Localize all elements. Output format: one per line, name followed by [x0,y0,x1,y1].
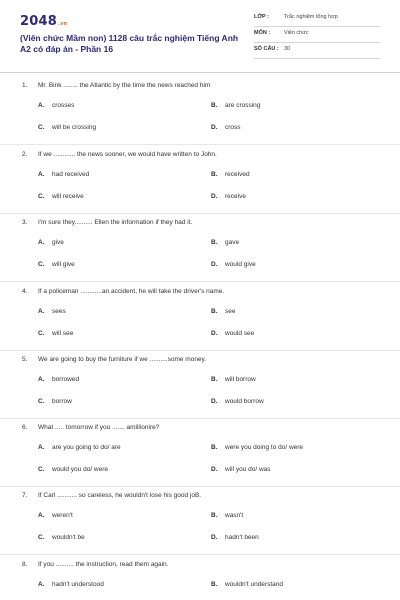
question-item [22,492,392,562]
question-text: If a policeman ............an accident, he will take the driver's name. [38,288,225,295]
question-divider [0,213,400,214]
option-b[interactable] [211,376,256,383]
question-divider [0,486,400,487]
option-b[interactable] [211,308,235,315]
option-b[interactable] [211,102,260,109]
question-number: 8. [22,561,28,568]
option-c[interactable] [38,193,84,200]
option-d[interactable] [211,261,256,268]
option-letter: A. [38,102,45,109]
option-letter: C. [38,466,45,473]
option-letter: C. [38,261,45,268]
option-text: were you doing to do/ were [225,444,304,451]
option-letter: D. [211,261,218,268]
question-item [22,219,392,289]
option-a[interactable] [38,512,73,519]
option-letter: A. [38,512,45,519]
option-text: will see [52,330,74,337]
question-item [22,424,392,494]
option-text: crosses [52,102,75,109]
document-title: (Viên chức Mầm non) 1128 câu trắc nghiệm Tiếng Anh A2 có đáp án - Phần 16 [20,33,239,54]
option-a[interactable] [38,102,74,109]
question-text: If we ............ the news sooner, we would have written to John. [38,151,217,158]
option-letter: D. [211,466,218,473]
question-text: If you .......... the instruction, read them again. [38,561,169,568]
option-letter: B. [211,102,218,109]
question-divider [0,418,400,419]
option-text: wasn't [225,512,244,519]
meta-value: 30 [284,46,291,52]
option-text: receive [225,193,246,200]
question-number: 5. [22,356,28,363]
question-text: We are going to buy the furniture if we ..........some money. [38,356,207,363]
option-c[interactable] [38,398,72,405]
option-letter: D. [211,534,218,541]
option-b[interactable] [211,581,283,588]
option-letter: D. [211,193,218,200]
meta-key: SỐ CÂU : [254,46,279,52]
option-letter: A. [38,239,45,246]
meta-key: MÔN : [254,30,271,36]
option-a[interactable] [38,308,66,315]
option-letter: D. [211,398,218,405]
option-text: hadn't been [225,534,259,541]
option-letter: C. [38,124,45,131]
option-a[interactable] [38,581,104,588]
question-item [22,151,392,221]
option-b[interactable] [211,444,303,451]
question-divider [0,554,400,555]
question-number: 4. [22,288,28,295]
option-c[interactable] [38,261,75,268]
question-item [22,561,392,597]
option-c[interactable] [38,466,108,473]
question-divider [0,350,400,351]
question-text: If Carl ........... so careless, he wouldn't lose his good joB. [38,492,202,499]
option-text: hadn't understood [52,581,104,588]
option-text: are crossing [225,102,261,109]
option-letter: C. [38,534,45,541]
question-divider [0,281,400,282]
option-letter: A. [38,581,45,588]
document-header [0,0,400,66]
option-letter: B. [211,171,218,178]
meta-count-row [254,43,380,59]
question-number: 2. [22,151,28,158]
meta-value: Viên chức [284,30,309,36]
option-letter: C. [38,330,45,337]
option-text: would you do/ were [52,466,109,473]
question-number: 7. [22,492,28,499]
option-letter: A. [38,171,45,178]
option-d[interactable] [211,466,271,473]
option-c[interactable] [38,330,73,337]
option-a[interactable] [38,239,64,246]
option-text: cross [225,124,241,131]
option-letter: B. [211,581,218,588]
option-c[interactable] [38,124,96,131]
site-logo[interactable] [20,14,67,29]
question-number: 1. [22,82,28,89]
option-a[interactable] [38,376,79,383]
option-text: weren't [52,512,73,519]
option-text: received [225,171,250,178]
meta-class-row [254,11,380,27]
question-item [22,288,392,358]
option-letter: B. [211,376,218,383]
option-d[interactable] [211,124,241,131]
option-text: will you do/ was [225,466,271,473]
option-text: give [52,239,64,246]
option-d[interactable] [211,193,246,200]
option-letter: D. [211,330,218,337]
header-divider [0,72,400,73]
option-b[interactable] [211,239,239,246]
option-b[interactable] [211,171,250,178]
option-text: had received [52,171,90,178]
option-letter: B. [211,512,218,519]
option-text: sees [52,308,66,315]
option-c[interactable] [38,534,85,541]
option-letter: C. [38,193,45,200]
option-text: borrowed [52,376,80,383]
option-a[interactable] [38,444,121,451]
option-letter: B. [211,444,218,451]
logo-suffix: .vn [57,21,68,27]
option-text: see [225,308,236,315]
question-item [22,82,392,152]
question-item [22,356,392,426]
option-letter: B. [211,308,218,315]
question-text: Mr. Bink ........ the Atlantic by the time the news reached him [38,82,211,89]
meta-subject-row [254,27,380,43]
option-text: will receive [52,193,84,200]
meta-key: LỚP : [254,14,269,20]
option-d[interactable] [211,330,254,337]
option-text: borrow [52,398,72,405]
option-text: gave [225,239,240,246]
question-divider [0,144,400,145]
option-letter: A. [38,444,45,451]
option-text: wouldn't understand [225,581,283,588]
option-letter: C. [38,398,45,405]
question-text: I'm sure they.......... Ellen the information if they had it. [38,219,193,226]
option-d[interactable] [211,534,259,541]
option-text: will give [52,261,75,268]
option-letter: B. [211,239,218,246]
logo-text: 2048 [20,14,57,29]
option-letter: A. [38,376,45,383]
option-text: would see [225,330,255,337]
question-number: 3. [22,219,28,226]
option-text: will be crossing [52,124,97,131]
option-d[interactable] [211,398,264,405]
option-a[interactable] [38,171,89,178]
option-text: would give [225,261,256,268]
option-text: wouldn't be [52,534,85,541]
option-text: would borrow [225,398,264,405]
meta-value: Trắc nghiệm tổng hợp [284,14,338,20]
question-number: 6. [22,424,28,431]
question-text: What ..... tomorrow if you ....... amillionire? [38,424,160,431]
option-letter: D. [211,124,218,131]
option-text: are you going to do/ are [52,444,121,451]
option-b[interactable] [211,512,243,519]
option-text: will borrow [225,376,256,383]
option-letter: A. [38,308,45,315]
